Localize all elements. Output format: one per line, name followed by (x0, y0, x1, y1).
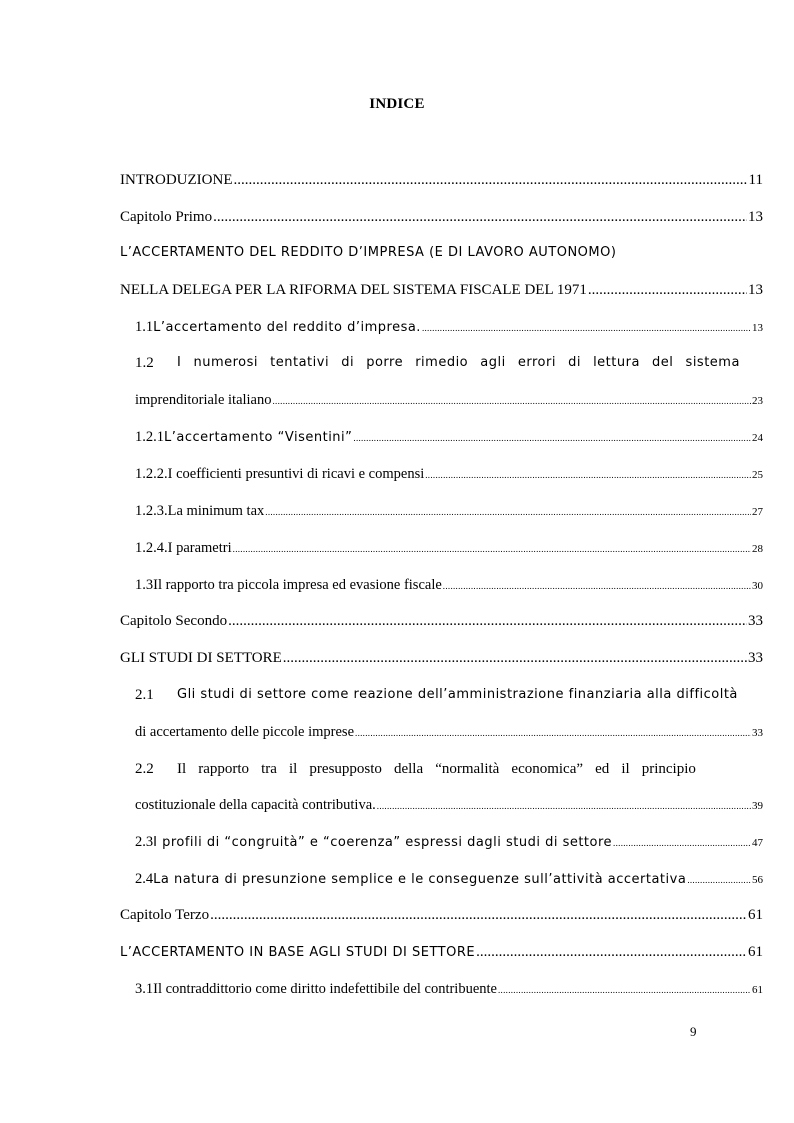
toc-entry-1-1[interactable] (120, 319, 763, 336)
toc-entry-label: Gli studi di settore come reazione dell’amministrazione finanziaria alla difficoltà (177, 687, 738, 702)
word: del (652, 355, 674, 370)
toc-entry-number: 1.3 (135, 577, 154, 593)
word: errori (517, 355, 556, 370)
dot-leader (353, 433, 751, 443)
toc-entry-label (177, 355, 740, 372)
dot-leader (613, 838, 751, 848)
toc-entry-number: 2.2 (135, 761, 154, 777)
word: rimedio (415, 355, 469, 370)
toc-entry-label: Il contraddittorio come diritto indefettibile del contribuente (153, 981, 497, 997)
toc-entry-label: imprenditoriale italiano (135, 392, 272, 408)
toc-entry-number: 2.4 (135, 871, 154, 887)
toc-entry-number: 3.1 (135, 981, 154, 997)
toc-entry-label: di accertamento delle piccole imprese (135, 724, 355, 740)
toc-entry-page: 23 (752, 395, 763, 407)
toc-entry-chapter2-title[interactable] (120, 650, 763, 667)
dot-leader (498, 985, 751, 995)
toc-chapter-title-line: L’ACCERTAMENTO DEL REDDITO D’IMPRESA (E DI LAVORO AUTONOMO) (120, 245, 617, 260)
toc-entry-1-2-3[interactable] (120, 503, 763, 520)
toc-entry-label: GLI STUDI DI SETTORE (120, 650, 282, 666)
word: Il (177, 761, 187, 777)
toc-entry-label: L’accertamento “Visentini” (164, 430, 353, 445)
dot-leader (588, 282, 747, 299)
toc-entry-page: 56 (752, 874, 763, 886)
word: sistema (685, 355, 740, 370)
toc-entry-page: 61 (752, 984, 763, 996)
dot-leader (265, 507, 751, 517)
toc-entry-page: 33 (752, 727, 763, 739)
word: economica” (511, 761, 584, 777)
word: rapporto (198, 761, 250, 777)
toc-entry-page: 28 (752, 543, 763, 555)
dot-leader (210, 907, 747, 924)
word: della (393, 761, 424, 777)
word: agli (480, 355, 506, 370)
toc-entry-capitolo-secondo[interactable] (120, 613, 763, 630)
toc-entry-2-4[interactable] (120, 871, 763, 888)
toc-entry-1-2-1[interactable] (120, 429, 763, 446)
toc-entry-2-1[interactable] (120, 724, 763, 741)
toc-entry-introduzione[interactable] (120, 172, 763, 189)
word: presupposto (309, 761, 382, 777)
toc-entry-label: I profili di “congruità” e “coerenza” espressi dagli studi di settore (153, 835, 613, 850)
dot-leader (233, 172, 747, 189)
toc-entry-2-2-line[interactable] (120, 761, 778, 778)
toc-entry-label: INTRODUZIONE (120, 172, 233, 188)
dot-leader (355, 728, 751, 738)
page-number: 9 (690, 1024, 697, 1039)
toc-entry-page: 61 (748, 907, 763, 923)
toc-entry-page: 39 (752, 800, 763, 812)
toc-entry-number: 1.2.4. (135, 540, 168, 556)
toc-entry-page: 33 (748, 613, 763, 629)
toc-entry-page: 13 (748, 209, 763, 225)
toc-entry-1-3[interactable] (120, 577, 763, 594)
toc-entry-label: NELLA DELEGA PER LA RIFORMA DEL SISTEMA FISCALE DEL 1971 (120, 282, 587, 298)
toc-entry-label: L’ACCERTAMENTO IN BASE AGLI STUDI DI SETTORE (120, 945, 476, 960)
toc-entry-1-2-4[interactable] (120, 540, 763, 557)
toc-entry-number: 1.1 (135, 319, 154, 335)
toc-entry-1-2-2[interactable] (120, 466, 763, 483)
dot-leader (443, 581, 751, 591)
toc-entry-3-1[interactable] (120, 981, 763, 998)
toc-entry-chapter1-title[interactable] (120, 282, 763, 299)
toc-entry-label: Capitolo Primo (120, 209, 213, 225)
word: porre (366, 355, 404, 370)
dot-leader (233, 544, 751, 554)
dot-leader (425, 470, 751, 480)
toc-entry-label (177, 761, 696, 778)
toc-entry-chapter3-title[interactable] (120, 944, 763, 961)
toc-entry-1-2[interactable] (120, 392, 763, 409)
word: il (289, 761, 298, 777)
toc-entry-label: Capitolo Terzo (120, 907, 210, 923)
dot-leader (213, 209, 747, 226)
toc-entry-page: 24 (752, 432, 763, 444)
dot-leader (476, 944, 747, 961)
toc-entry-2-1-line[interactable] (120, 687, 778, 704)
page-title: INDICE (369, 96, 425, 112)
toc-entry-number: 2.3 (135, 834, 154, 850)
toc-entry-number: 1.2 (135, 355, 154, 371)
toc-entry-2-2[interactable] (120, 797, 763, 814)
word: principio (641, 761, 696, 777)
dot-leader (283, 650, 747, 667)
toc-entry-page: 61 (748, 944, 763, 960)
word: “normalità (435, 761, 500, 777)
dot-leader (273, 396, 752, 406)
toc-entry-number: 2.1 (135, 687, 154, 703)
toc-entry-1-2-line[interactable] (120, 355, 778, 372)
toc-entry-number: 1.2.3. (135, 503, 168, 519)
word: I (177, 355, 182, 370)
word: tra (261, 761, 277, 777)
toc-entry-page: 11 (748, 172, 763, 188)
word: ed (595, 761, 610, 777)
toc-entry-2-3[interactable] (120, 834, 763, 851)
toc-entry-page: 13 (748, 282, 763, 298)
toc-entry-page: 30 (752, 580, 763, 592)
toc-entry-page: 27 (752, 506, 763, 518)
toc-entry-label: L’accertamento del reddito d’impresa. (153, 320, 421, 335)
word: di (568, 355, 581, 370)
toc-entry-page: 13 (752, 322, 763, 334)
dot-leader (228, 613, 747, 630)
toc-entry-number: 1.2.2. (135, 466, 168, 482)
toc-entry-label: costituzionale della capacità contributiva. (135, 797, 376, 813)
dot-leader (687, 875, 751, 885)
word: lettura (593, 355, 640, 370)
word: il (621, 761, 630, 777)
dot-leader (377, 801, 751, 811)
toc-entry-label: Capitolo Secondo (120, 613, 228, 629)
toc-entry-capitolo-primo[interactable] (120, 209, 763, 226)
toc-entry-page: 25 (752, 469, 763, 481)
toc-entry-page: 33 (748, 650, 763, 666)
dot-leader (422, 323, 751, 333)
word: tentativi (270, 355, 330, 370)
toc-entry-page: 47 (752, 837, 763, 849)
toc-entry-label: La natura di presunzione semplice e le conseguenze sull’attività accertativa (153, 872, 687, 887)
toc-entry-label: I coefficienti presuntivi di ricavi e compensi (167, 466, 425, 482)
toc-entry-number: 1.2.1 (135, 429, 164, 445)
toc-entry-label: I parametri (167, 540, 232, 556)
toc-entry-label: Il rapporto tra piccola impresa ed evasione fiscale (153, 577, 442, 593)
word: numerosi (193, 355, 259, 370)
toc-entry-label: La minimum tax (167, 503, 265, 519)
toc-entry-capitolo-terzo[interactable] (120, 907, 763, 924)
word: di (341, 355, 355, 370)
